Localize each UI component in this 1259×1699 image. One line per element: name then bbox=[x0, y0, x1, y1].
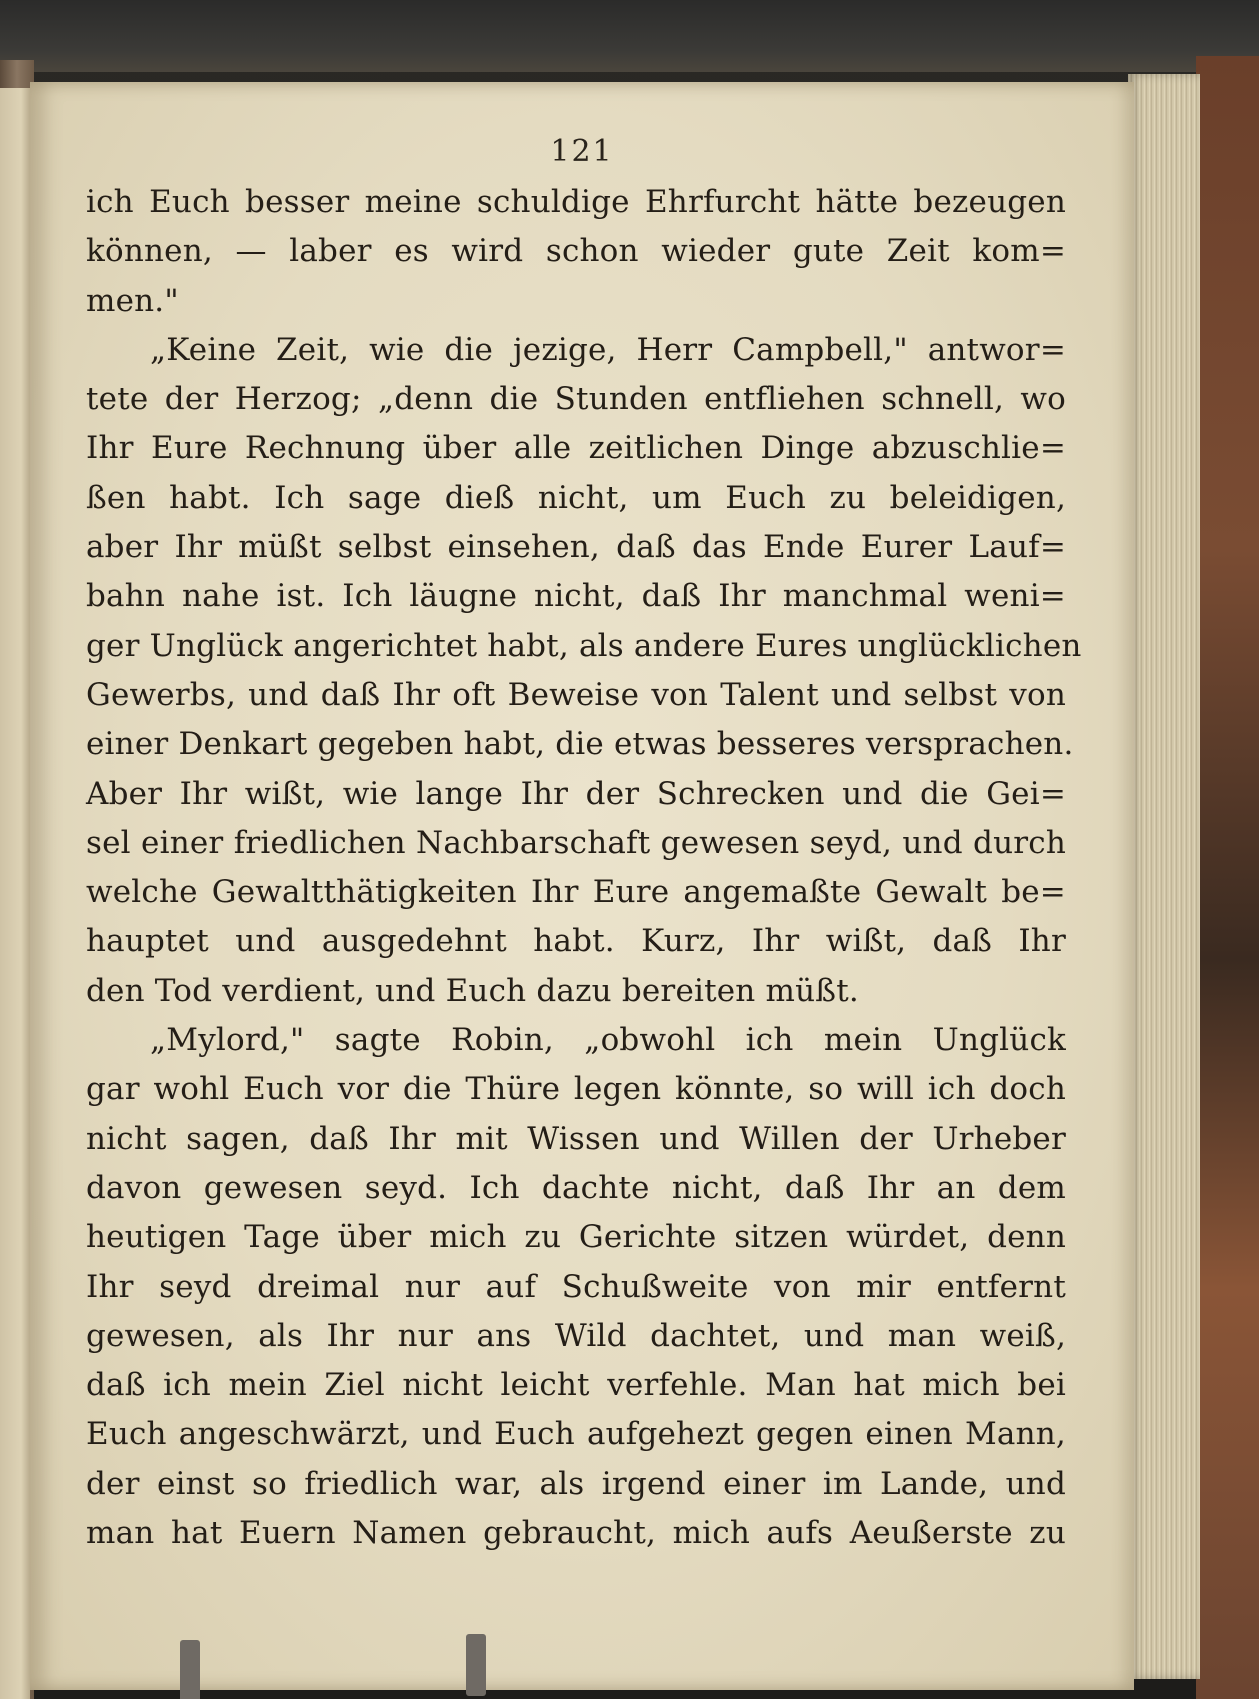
right-cover-edge bbox=[1196, 56, 1259, 1699]
text-line: daß ich mein Ziel nicht leicht verfehle. Man hat mich bei bbox=[86, 1367, 1066, 1404]
text-line: gewesen, als Ihr nur ans Wild dachtet, und man weiß, bbox=[86, 1317, 1066, 1354]
page-number: 121 bbox=[550, 134, 614, 169]
text-line: men." bbox=[86, 282, 179, 319]
text-line: Ihr Eure Rechnung über alle zeitlichen Dinge abzuschlie= bbox=[86, 430, 1066, 467]
text-line: bahn nahe ist. Ich läugne nicht, daß Ihr manchmal weni= bbox=[86, 578, 1066, 615]
text-line: welche Gewaltthätigkeiten Ihr Eure angemaßte Gewalt be= bbox=[86, 874, 1066, 911]
text-line: ger Unglück angerichtet habt, als andere Eures unglücklichen bbox=[86, 627, 1082, 664]
text-line: nicht sagen, daß Ihr mit Wissen und Willen der Urheber bbox=[86, 1120, 1066, 1157]
facing-page-edge bbox=[0, 88, 30, 1699]
text-line: ßen habt. Ich sage dieß nicht, um Euch zu beleidigen, bbox=[86, 479, 1066, 516]
text-line: man hat Euern Namen gebraucht, mich aufs Aeußerste zu bbox=[86, 1515, 1066, 1552]
body-text bbox=[86, 178, 1082, 1558]
page-stack-edges bbox=[1128, 74, 1200, 1679]
text-line: davon gewesen seyd. Ich dachte nicht, daß Ihr an dem bbox=[86, 1169, 1066, 1206]
text-line: ich Euch besser meine schuldige Ehrfurcht hätte bezeugen bbox=[86, 184, 1066, 220]
text-line: Gewerbs, und daß Ihr oft Beweise von Talent und selbst von bbox=[86, 676, 1066, 713]
text-line: „Keine Zeit, wie die jezige, Herr Campbell," antwor= bbox=[150, 331, 1066, 368]
text-line: hauptet und ausgedehnt habt. Kurz, Ihr wißt, daß Ihr bbox=[86, 923, 1066, 960]
book-page bbox=[30, 82, 1134, 1690]
text-line: können, — laber es wird schon wieder gute Zeit kom= bbox=[86, 233, 1066, 270]
ribbon-marker bbox=[180, 1640, 200, 1699]
text-line: aber Ihr müßt selbst einsehen, daß das Ende Eurer Lauf= bbox=[86, 529, 1066, 566]
background-top bbox=[0, 0, 1259, 72]
text-line: sel einer friedlichen Nachbarschaft gewesen seyd, und durch bbox=[86, 824, 1066, 861]
text-line: Ihr seyd dreimal nur auf Schußweite von mir entfernt bbox=[86, 1268, 1066, 1305]
ribbon-marker bbox=[466, 1634, 486, 1696]
text-line: einer Denkart gegeben habt, die etwas besseres versprachen. bbox=[86, 726, 1074, 763]
text-line: den Tod verdient, und Euch dazu bereiten müßt. bbox=[86, 972, 859, 1009]
text-line: der einst so friedlich war, als irgend einer im Lande, und bbox=[86, 1465, 1066, 1502]
text-line: gar wohl Euch vor die Thüre legen könnte, so will ich doch bbox=[86, 1071, 1066, 1108]
text-line: heutigen Tage über mich zu Gerichte sitzen würdet, denn bbox=[86, 1219, 1066, 1256]
text-line: Aber Ihr wißt, wie lange Ihr der Schrecken und die Gei= bbox=[86, 775, 1066, 812]
text-line: Euch angeschwärzt, und Euch aufgehezt gegen einen Mann, bbox=[86, 1416, 1066, 1453]
text-line: „Mylord," sagte Robin, „obwohl ich mein Unglück bbox=[150, 1022, 1066, 1059]
text-line: tete der Herzog; „denn die Stunden entfliehen schnell, wo bbox=[86, 381, 1066, 418]
